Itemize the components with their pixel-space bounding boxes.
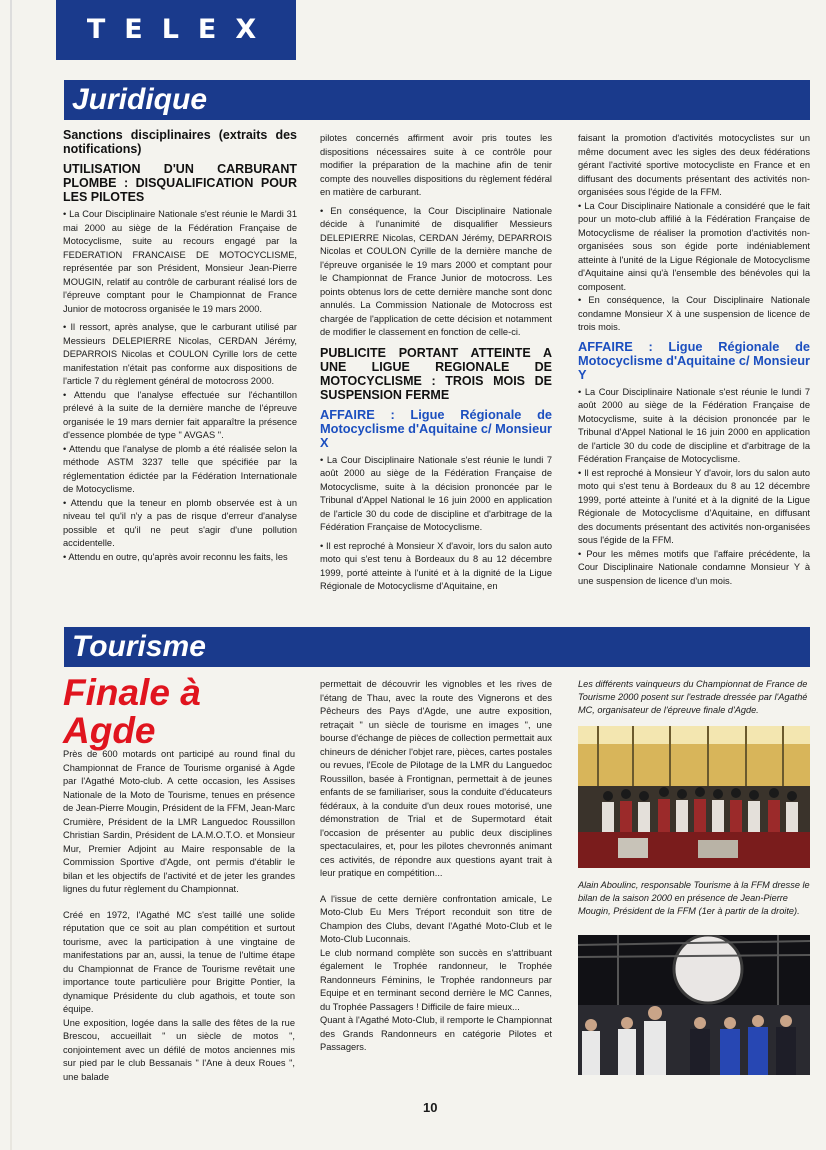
paragraph: Près de 600 motards ont participé au round final du Championnat de France de Tourisme organisé à Agde par l'Agathé Moto-club. A cette occasion, les Assises Nationale de la Moto de Tourisme, tenues en présence de Jean-Pierre Mougin, Président de la FFM, Jean-Marc Crumière, Président de la LMR Languedoc Roussillon Christian Sardin, Président de LA.M.O.T.O. et Monsieur Mur, Premier Adjoint au Maire responsable de la Commission Sportive d'Agde, ont permis d'établir le bilan et les objectifs de l'activité et de jeter les grandes lignes du futur règlement du Championnat. xyxy=(63,749,296,894)
tourisme-column-1 xyxy=(63,748,295,1084)
paragraph: pilotes concernés affirment avoir pris toutes les dispositions nécessaires suite à ce contrôle pour modifier la préparation de la machine afin de tenir compte des nouvelles dispositions du règlement fédéral en matière de carburant. xyxy=(320,133,552,197)
sanctions-heading: Sanctions disciplinaires (extraits des notifications) xyxy=(63,128,297,156)
paragraph: • La Cour Disciplinaire Nationale s'est réunie le lundi 7 août 2000 au siège de la Fédération Française de Motocyclisme, suite à la décision prononcée par le Tribunal d'Appel National le 16 juin 2000 en application de l'article 30 du code de discipline et d'arbitrage de la Fédération Française de Motocyclisme. xyxy=(578,386,810,464)
finale-agde-headline xyxy=(63,674,201,750)
tourisme-section-title: Tourisme xyxy=(72,630,206,663)
paragraph: • Attendu en outre, qu'après avoir reconnu les faits, les xyxy=(63,551,288,562)
telex-header-banner xyxy=(56,0,296,60)
headline-line-2: Agde xyxy=(63,710,156,751)
paragraph: • En conséquence, la Cour Disciplinaire Nationale condamne Monsieur X à une suspension de licence de trois mois. xyxy=(578,295,810,332)
paragraph: Une exposition, logée dans la salle des fêtes de la rue Brescou, accueillait " un siècle de motos ", conjointement avec un défilé de motos anciennes mis sur pied par le club Bessanais " l'Ane à deux Roues ", une balade xyxy=(63,1017,295,1082)
paragraph: • Il ressort, après analyse, que le carburant utilisé par Messieurs DELEPIERRE Nicolas, CERDAN Jérémy, DEPARROIS Nicolas et COULON Cyrille lors de cette manifestation n'était pas conforme aux dispositions de l'article 7 du règlement général de motocross 2000. xyxy=(63,322,297,386)
paragraph: • Attendu que l'analyse de plomb a été réalisée selon la méthode ASTM 3237 telle que spécifiée par la réglementation édictée par la Fédération Internationale de Motocyclisme. xyxy=(63,443,297,494)
page-edge-shadow xyxy=(10,0,12,1150)
paragraph: • Il est reproché à Monsieur X d'avoir, lors du salon auto moto qui s'est tenu à Bordeaux du 8 au 12 décembre 1999, porté atteinte à l'unité et à la dignité de la Ligue Régionale de Motocyclisme d'Aquitaine, en xyxy=(320,540,552,591)
paragraph: • Attendu que l'analyse effectuée sur l'échantillon prélevé à la suite de la dernière manche de l'épreuve organisée le 19 mars dernier fait apparaître la présence d'essence plombée de type " AVGAS ". xyxy=(63,389,297,440)
stage-photo-image xyxy=(578,935,810,1075)
podium-photo xyxy=(578,726,810,868)
publicite-heading: PUBLICITE PORTANT ATTEINTE A UNE LIGUE REGIONALE DE MOTOCYCLISME : TROIS MOIS DE SUSPENSION FERME xyxy=(320,345,552,402)
photo-caption-2: Alain Aboulinc, responsable Tourisme à la FFM dresse le bilan de la saison 2000 en présence de Jean-Pierre Mougin, Président de la FFM (1er à partir de la droite). xyxy=(578,880,810,916)
paragraph: • La Cour Disciplinaire Nationale s'est réunie le Mardi 31 mai 2000 au siège de la Fédération Française de Motocyclisme, suite au recours engagé par la FEDERATION FRANCAISE DE MOTOCYCLISME, représentée par son Président, Monsieur Jean-Pierre MOUGIN, relatif au contrôle de carburant réalisé lors de l'épreuve comptant pour le Championnat de France Junior de motocross organisée le 19 mars 2000. xyxy=(63,209,297,314)
juridique-section-title: Juridique xyxy=(72,83,208,116)
tourisme-section-bar xyxy=(64,627,810,667)
juridique-column-3 xyxy=(578,132,810,588)
paragraph: Créé en 1972, l'Agathé MC s'est taillé une solide réputation que ce soit au plan compétition et surtout tourisme, avec la participation à une vingtaine de manifestations par an, aussi, la tenue de l'ultime étape du Championnat de France de Tourisme revêtait une importance toute particulière pour Brigitte Pontier, la dynamique Présidente du club agathois, et toute son équipe. xyxy=(63,909,295,1014)
paragraph: permettait de découvrir les vignobles et les rives de l'étang de Thau, avec la route des Vignerons et des Pêcheurs des Pays d'Agde, une autre exposition, retraçait " un siècle de tourisme en images ", une bourse d'échange de pièces de collection permettait aux chineurs de dénicher l'objet rare, pièces, cartes postales ou revues, l'Ecole de Pilotage de la LMR du Languedoc Roussillon, basée à Frontignan, permettait à de jeunes enfants de se familiariser, sous la conduite d'éducateurs fédéraux, à la conduite d'un deux roues motorisé, une démonstration de Trial et de Supermotard était l'occasion de présenter au public deux disciplines spectaculaires, et, pour les pilotes chevronnés animant ces activités, de répondre aux questions ayant trait à leur pratique en compétition... xyxy=(320,679,552,878)
affaire-x-heading: AFFAIRE : Ligue Régionale de Motocyclisme d'Aquitaine c/ Monsieur X xyxy=(320,406,553,450)
juridique-column-2 xyxy=(320,132,552,599)
paragraph: • La Cour Disciplinaire Nationale s'est réunie le lundi 7 août 2000 au siège de la Fédération Française de Motocyclisme, suite à la décision prononcée par le Tribunal d'Appel National le 16 juin 2000 en application de l'article 30 du code de discipline et d'arbitrage de la Fédération Française de Motocyclisme. xyxy=(320,454,552,532)
paragraph: • En conséquence, la Cour Disciplinaire Nationale décide à l'unanimité de disqualifier Messieurs DELEPIERRE Nicolas, CERDAN Jérémy, DEPARROIS Nicolas et COULON Cyrille de la dernière manche de l'épreuve organisée le 19 mars 2000 et comptant pour le Championnat de France Junior de motocross. Les points obtenus lors de cette dernière manche sont donc annulés. La Commission Nationale de Motocross est chargée de l'application de cette décision et notamment de modifier le classement en fonction de celle-ci. xyxy=(320,205,552,337)
juridique-column-1 xyxy=(63,128,297,564)
paragraph: • Pour les mêmes motifs que l'affaire précédente, la Cour Disciplinaire Nationale condamne Monsieur Y à une suspension de licence d'un mois. xyxy=(578,548,810,586)
tourisme-column-2 xyxy=(320,678,552,1055)
page-number: 10 xyxy=(423,1100,438,1115)
carburant-heading: UTILISATION D'UN CARBURANT PLOMBE : DISQUALIFICATION POUR LES PILOTES xyxy=(63,162,297,204)
paragraph: • Il est reproché à Monsieur Y d'avoir, lors du salon auto moto qui s'est tenu à Bordeaux du 8 au 12 décembre 1999, porté atteinte à l'unité et à la dignité de la Ligue Régionale de Motocyclisme d'Aquitaine, en diffusant des documents présentant des activités non-organisées sous l'égide de la FFM. xyxy=(578,467,810,545)
paragraph: Quant à l'Agathé Moto-Club, il remporte le Championnat des Grands Randonneurs en catégorie Pilotes et Passagers. xyxy=(320,1015,552,1052)
paragraph: faisant la promotion d'activités motocyclistes sur un même document avec les sigles des deux fédérations gérant l'activité sportive motocycliste en France et en diffusant des documents présentant des activités non-organisées sous l'égide de la FFM. xyxy=(578,133,810,197)
juridique-section-bar xyxy=(64,80,810,120)
paragraph: A l'issue de cette dernière confrontation amicale, Le Moto-Club Eu Mers Tréport reconduit son titre de Champion des Clubs, devant l'Agathé Moto-Club et le Moto-Club Luconnais. xyxy=(320,893,552,944)
paragraph: • La Cour Disciplinaire Nationale a considéré que le fait pour un moto-club affilié à la Fédération Française de Motocyclisme de réaliser la promotion d'activités non-organisées sous son égide porte indéniablement atteinte à l'unité de la Ligue Régionale de Motocyclisme d'Aquitaine ainsi qu'à l'ensemble des bénévoles qui la composent. xyxy=(578,200,810,292)
paragraph: • Attendu que la teneur en plomb observée est à un niveau tel qu'il n'y a pas de risque d'erreur d'analyse possible et qu'il ne peut s'agir d'une pollution accidentelle. xyxy=(63,497,297,548)
telex-label: TELEX xyxy=(86,14,276,45)
headline-line-1: Finale à xyxy=(63,672,201,713)
affaire-y-heading: AFFAIRE : Ligue Régionale de Motocyclisme d'Aquitaine c/ Monsieur Y xyxy=(578,338,811,382)
podium-photo-image xyxy=(578,726,810,868)
paragraph: Le club normand complète son succès en s'attribuant également le Trophée randonneur, le Trophée Randonneurs Féminins, le Trophée randonneurs par Equipe et en terminant second derrière le MC Cannes, du Trophée Passagers ! Difficile de faire mieux... xyxy=(320,947,552,1012)
photo-caption-1: Les différents vainqueurs du Championnat de France de Tourisme 2000 posent sur l'estrade dressée par l'Agathé MC, organisateur de l'épreuve finale d'Agde. xyxy=(578,679,808,715)
stage-photo xyxy=(578,935,810,1075)
